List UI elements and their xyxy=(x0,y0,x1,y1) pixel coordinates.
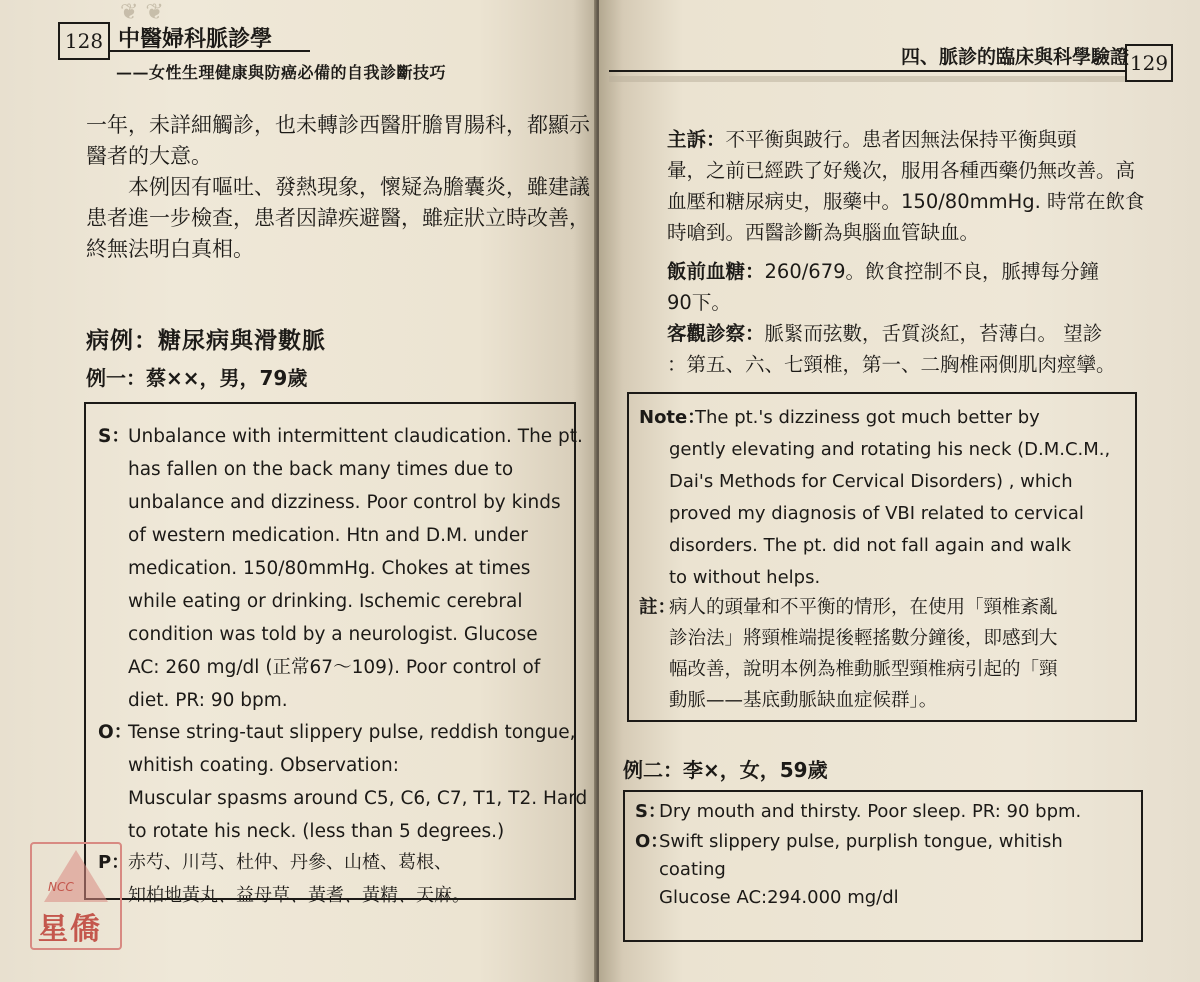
page-number: 128 xyxy=(58,22,110,60)
header-rule xyxy=(609,70,1125,72)
running-title: 四、脈診的臨床與科學驗證 xyxy=(901,46,1130,68)
o-tag: O： xyxy=(98,722,133,743)
zhu-text xyxy=(669,592,1058,716)
logo-triangle-icon xyxy=(44,850,108,902)
header-shadow-rule xyxy=(609,76,1125,82)
right-page xyxy=(599,0,1200,982)
text-line: condition was told by a neurologist. Glucose xyxy=(128,624,538,645)
p-tag: P： xyxy=(98,852,130,873)
text-line xyxy=(667,318,1142,349)
text-line: whitish coating. Observation: xyxy=(128,755,399,776)
case2-box xyxy=(623,790,1143,942)
text-line: Dai's Methods for Cervical Disorders) , which xyxy=(669,471,1073,492)
logo-small-text: NCC xyxy=(48,880,74,894)
text-line: 暈，之前已經跌了好幾次，服用各種西藥仍無改善。高 xyxy=(667,159,1136,182)
decorative-leaf-icon: ❦ ❦ xyxy=(120,0,164,25)
text-line: AC: 260 mg/dl (正常67～109). Poor control of xyxy=(128,657,541,678)
text-line xyxy=(667,124,1142,155)
case-subheading: 例一：蔡××，男，79歲 xyxy=(86,366,308,390)
text-line: 血壓和糖尿病史，服藥中。150/80mmHg. 時常在飲食 xyxy=(667,190,1145,213)
paragraph-2 xyxy=(86,172,592,265)
text-line: 終無法明白真相。 xyxy=(86,237,254,261)
objective-exam xyxy=(667,318,1142,380)
text-run: 不平衡與跛行。患者因無法保持平衡與頭 xyxy=(725,128,1077,151)
text-line: medication. 150/80mmHg. Chokes at times xyxy=(128,558,531,579)
chief-complaint xyxy=(667,124,1145,248)
text-line: Dry mouth and thirsty. Poor sleep. PR: 90 bpm. xyxy=(659,801,1082,822)
case2-subjective-text xyxy=(659,798,1081,826)
text-line: The pt.'s dizziness got much better by xyxy=(695,407,1040,428)
note-tag: Note： xyxy=(639,407,706,428)
text-line: 本例因有嘔吐、發熱現象，懷疑為膽囊炎，雖建議 xyxy=(86,175,590,199)
text-line: Glucose AC:294.000 mg/dl xyxy=(659,887,899,908)
text-line: 一年，未詳細觸診，也未轉診西醫肝膽胃腸科，都顯示 xyxy=(86,113,590,137)
o-tag: O： xyxy=(635,831,669,852)
text-line: Swift slippery pulse, purplish tongue, whitish xyxy=(659,831,1063,852)
text-line: while eating or drinking. Ischemic cerebral xyxy=(128,591,523,612)
case2-objective-text xyxy=(659,828,1063,912)
text-line: ：第五、六、七頸椎，第一、二胸椎兩側肌肉痙攣。 xyxy=(667,353,1116,376)
objective-label: 客觀診察： xyxy=(667,322,765,345)
subjective-text xyxy=(128,420,583,717)
fasting-glucose xyxy=(667,256,1142,318)
text-line: 醫者的大意。 xyxy=(86,144,212,168)
text-run: 260/679。飲食控制不良，脈搏每分鐘 xyxy=(764,260,1100,283)
text-line: coating xyxy=(659,859,726,880)
left-page xyxy=(0,0,597,982)
text-line: unbalance and dizziness. Poor control by kinds xyxy=(128,492,561,513)
text-line: 病人的頭暈和不平衡的情形，在使用「頸椎紊亂 xyxy=(669,597,1058,618)
text-line: to without helps. xyxy=(669,567,821,588)
text-line: diet. PR: 90 bpm. xyxy=(128,690,288,711)
text-line: disorders. The pt. did not fall again and walk xyxy=(669,535,1071,556)
note-text xyxy=(695,402,1040,434)
running-subtitle: ——女性生理健康與防癌必備的自我診斷技巧 xyxy=(116,63,447,82)
s-tag: S： xyxy=(98,426,130,447)
zhu-tag: 註： xyxy=(639,597,677,618)
text-line: 動脈——基底動脈缺血症候群」。 xyxy=(669,690,938,711)
text-line: 時嗆到。西醫診斷為與腦血管缺血。 xyxy=(667,221,980,244)
paragraph-1 xyxy=(86,110,592,172)
glucose-label: 飯前血糖： xyxy=(667,260,765,283)
case2-heading: 例二：李×，女，59歲 xyxy=(623,758,828,782)
text-line: Tense string-taut slippery pulse, reddish tongue, xyxy=(128,722,576,743)
running-title: 中醫婦科脈診學 xyxy=(118,26,273,52)
text-line xyxy=(667,256,1142,287)
s-tag: S： xyxy=(635,801,666,822)
text-line: 患者進一步檢查，患者因諱疾避醫，雖症狀立時改善， xyxy=(86,206,590,230)
soap-box xyxy=(84,402,588,906)
note-text-cont xyxy=(669,434,1110,594)
text-line: 赤芍、川芎、杜仲、丹參、山楂、葛根、 xyxy=(128,852,452,873)
logo-brand-text: 星僑 xyxy=(38,912,102,947)
text-run: 脈緊而弦數，舌質淡紅，苔薄白。 望診 xyxy=(764,322,1103,345)
text-line: 知柏地黃丸、益母草、黃耆、黃精、天麻。 xyxy=(128,885,470,906)
text-line: proved my diagnosis of VBI related to cervical xyxy=(669,503,1084,524)
page-number: 129 xyxy=(1125,44,1173,82)
ncc-logo-stamp xyxy=(30,842,122,950)
plan-text xyxy=(128,846,470,912)
text-line: 90下。 xyxy=(667,291,731,314)
text-line: to rotate his neck. (less than 5 degrees.) xyxy=(128,821,505,842)
text-line: Muscular spasms around C5, C6, C7, T1, T2. Hard xyxy=(128,788,588,809)
header-rule xyxy=(110,50,310,52)
objective-text xyxy=(128,716,587,848)
text-line: of western medication. Htn and D.M. under xyxy=(128,525,528,546)
text-line: Unbalance with intermittent claudication. The pt. xyxy=(128,426,583,447)
text-line: 幅改善，說明本例為椎動脈型頸椎病引起的「頸 xyxy=(669,659,1058,680)
note-box xyxy=(627,392,1137,722)
text-line: 診治法」將頸椎端提後輕搖數分鐘後，即感到大 xyxy=(669,628,1058,649)
text-line: has fallen on the back many times due to xyxy=(128,459,514,480)
text-line: gently elevating and rotating his neck (D.M.C.M., xyxy=(669,439,1111,460)
chief-label: 主訴： xyxy=(667,128,726,151)
case-heading: 病例：糖尿病與滑數脈 xyxy=(86,327,326,354)
